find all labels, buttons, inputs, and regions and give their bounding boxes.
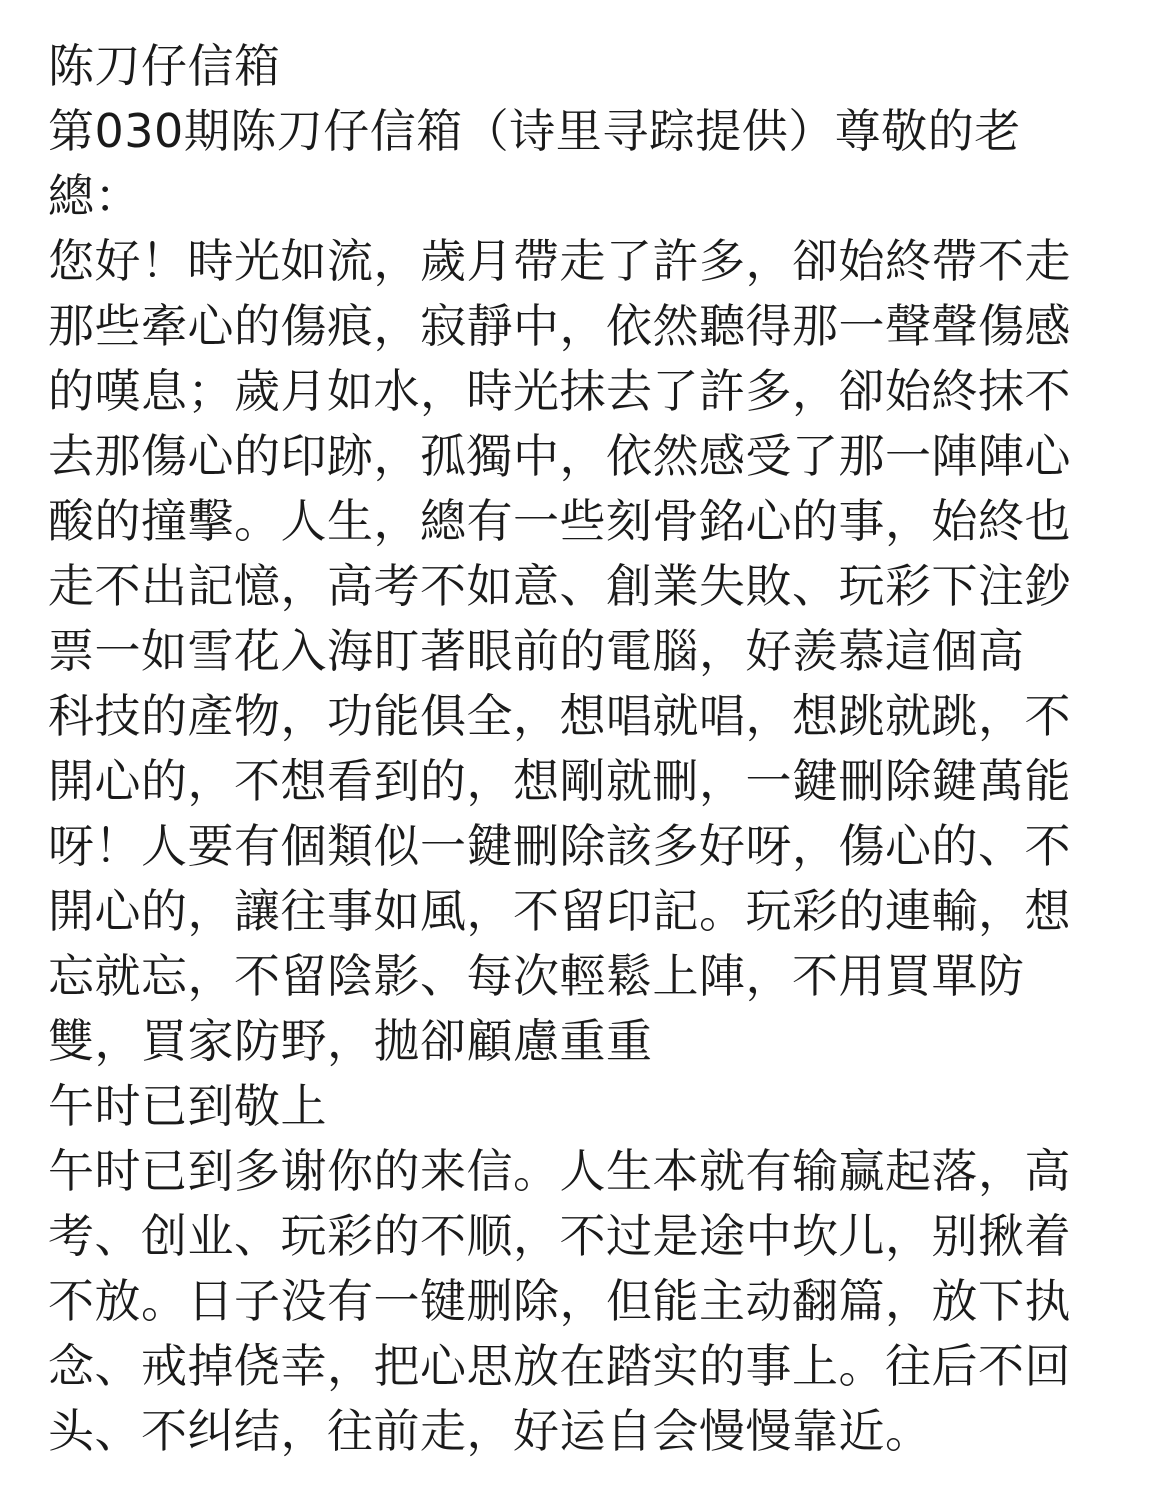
letter-line: 忘就忘，不留陰影、每次輕鬆上陣，不用買單防: [48, 949, 1025, 1003]
letter-document: [48, 34, 1123, 1464]
letter-line: 去那傷心的印跡，孤獨中，依然感受了那一陣陣心: [48, 429, 1071, 483]
letter-line: 那些牽心的傷痕，寂靜中，依然聽得那一聲聲傷感: [48, 299, 1071, 353]
letter-line: 科技的產物，功能俱全，想唱就唱，想跳就跳，不: [48, 689, 1071, 743]
heading-line: 第030期陈刀仔信箱（诗里寻踪提供）尊敬的老: [48, 104, 1021, 158]
letter-line: 票一如雪花入海盯著眼前的電腦，好羨慕這個高: [48, 624, 1025, 678]
letter-body: [48, 229, 1123, 1074]
reply-body: [48, 1139, 1123, 1464]
letter-line: 走不出記憶，高考不如意、創業失敗、玩彩下注鈔: [48, 559, 1071, 613]
reply-line: 念、戒掉侥幸，把心思放在踏实的事上。往后不回: [48, 1339, 1071, 1393]
letter-line: 酸的撞擊。人生，總有一些刻骨銘心的事，始終也: [48, 494, 1071, 548]
letter-line: 您好！時光如流，歲月帶走了許多，卻始終帶不走: [48, 234, 1071, 288]
reply-line: 午时已到多谢你的来信。人生本就有输赢起落，高: [48, 1144, 1071, 1198]
letter-line: 開心的，讓往事如風，不留印記。玩彩的連輸，想: [48, 884, 1071, 938]
letter-line: 的嘆息；歲月如水，時光抹去了許多，卻始終抹不: [48, 364, 1071, 418]
signature: 午时已到敬上: [48, 1079, 327, 1133]
document-title: 陈刀仔信箱: [48, 39, 281, 93]
letter-heading: [48, 99, 1123, 229]
heading-line: 總：: [48, 169, 141, 223]
reply-line: 头、不纠结，往前走，好运自会慢慢靠近。: [48, 1404, 932, 1458]
letter-line: 開心的，不想看到的，想剛就刪，一鍵刪除鍵萬能: [48, 754, 1071, 808]
reply-line: 考、创业、玩彩的不顺，不过是途中坎儿，别揪着: [48, 1209, 1071, 1263]
letter-line: 呀！人要有個類似一鍵刪除該多好呀，傷心的、不: [48, 819, 1071, 873]
letter-line: 雙，買家防野，拋卻顧慮重重: [48, 1014, 653, 1068]
reply-line: 不放。日子没有一键删除，但能主动翻篇，放下执: [48, 1274, 1071, 1328]
